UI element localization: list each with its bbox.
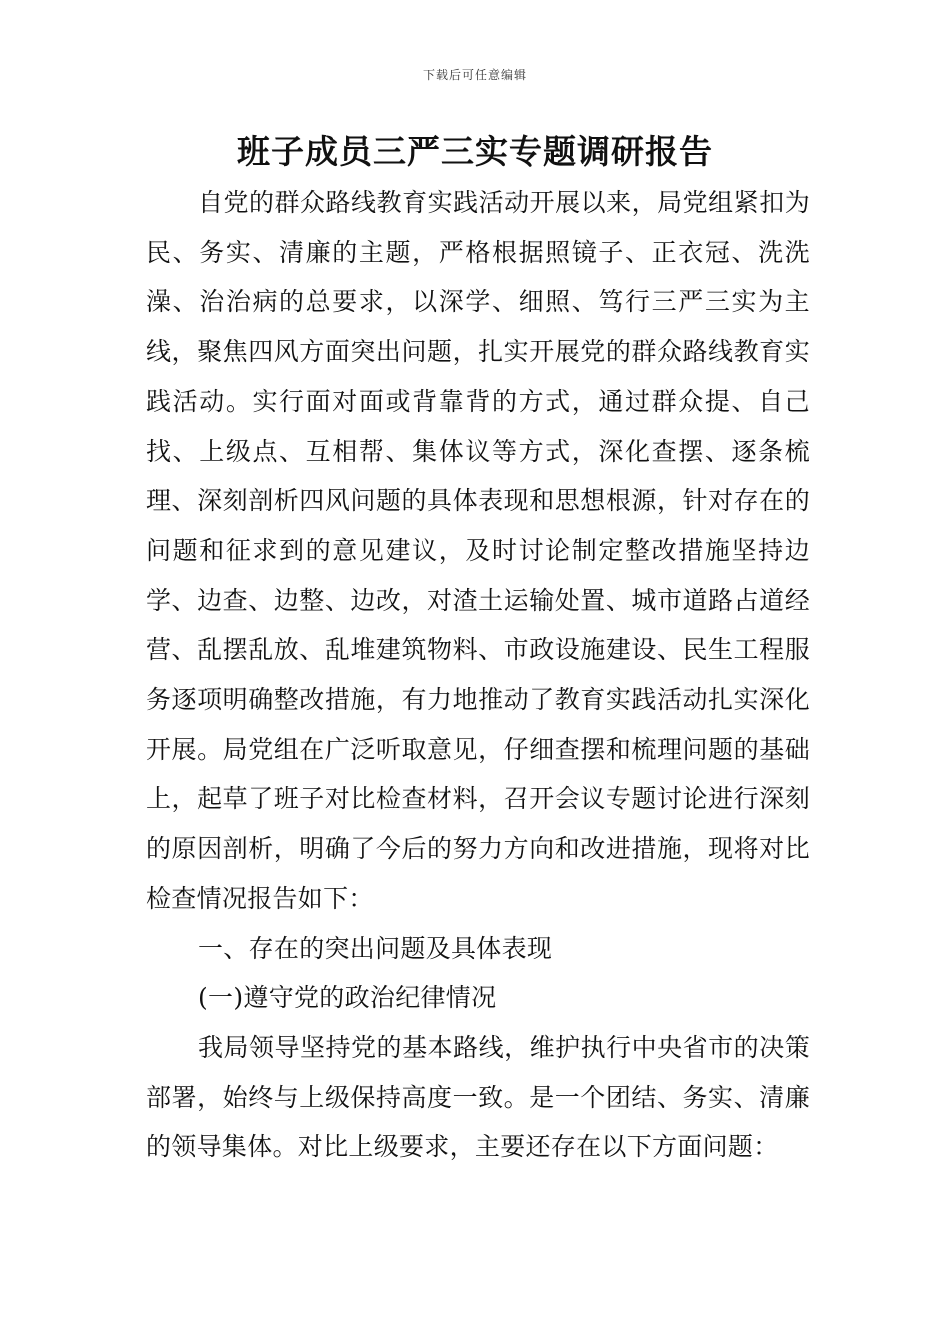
intro-paragraph: 自党的群众路线教育实践活动开展以来，局党组紧扣为民、务实、清廉的主题，严格根据照镜子、正衣冠、洗洗澡、治治病的总要求，以深学、细照、笃行三严三实为主线，聚焦四风方面突出问题，扎实开展党的群众路线教育实践活动。实行面对面或背靠背的方式，通过群众提、自己找、上级点、互相帮、集体议等方式，深化查摆、逐条梳理、深刻剖析四风问题的具体表现和思想根源，针对存在的问题和征求到的意见建议，及时讨论制定整改措施坚持边学、边查、边整、边改，对渣土运输处置、城市道路占道经营、乱摆乱放、乱堆建筑物料、市政设施建设、民生工程服务逐项明确整改措施，有力地推动了教育实践活动扎实深化开展。局党组在广泛听取意见，仔细查摆和梳理问题的基础上，起草了班子对比检查材料，召开会议专题讨论进行深刻的原因剖析，明确了今后的努力方向和改进措施，现将对比检查情况报告如下： (146, 188, 810, 913)
subsection-heading: (一)遵守党的政治纪律情况 (198, 983, 497, 1013)
document-body (146, 178, 810, 1172)
document-title: 班子成员三严三实专题调研报告 (237, 132, 713, 171)
header-note: 下载后可任意编辑 (422, 68, 527, 82)
section-heading: 一、存在的突出问题及具体表现 (198, 933, 553, 963)
body-paragraph: 我局领导坚持党的基本路线，维护执行中央省市的决策部署，始终与上级保持高度一致。是一个团结、务实、清廉的领导集体。对比上级要求，主要还存在以下方面问题： (146, 1032, 810, 1162)
